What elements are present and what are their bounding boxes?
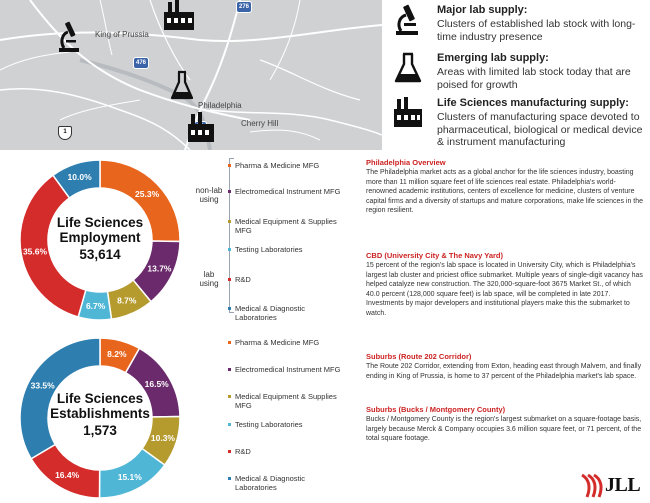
category-dot [228, 164, 231, 167]
category-label: Pharma & Medicine MFG [235, 338, 320, 347]
category-label: Medical Equipment & Supplies MFG [235, 392, 337, 410]
section-text: 15 percent of the region's lab space is located in University City, which is Philadelphia's largest lab cluster and priciest office submarket. Multiple years of single-digit vacancy has helped catalyze new construction. The 320,000-square-foot 3675 Market St., of which 40.0 percent (128,000 square feet) is lab space, will be completed in late 2017. Investments by major developers and institutional players make this the submarket to watch. [366, 262, 643, 317]
jll-logo-mark-icon [579, 473, 603, 499]
highway-shield-icon [133, 57, 149, 69]
category-label: Testing Laboratories [235, 420, 303, 429]
category-label: Medical & Diagnostic Laboratories [235, 474, 306, 492]
segment-data-label: 8.2% [107, 349, 127, 360]
lab-using-label: lab using [199, 270, 219, 288]
category-dot [228, 341, 231, 344]
overview-section [366, 158, 646, 216]
category-dot [228, 278, 231, 281]
category-label: R&D [235, 275, 251, 284]
section-text: The Philadelphia market acts as a global anchor for the life sciences industry, boasting more than 11 million square feet of life sciences real estate. Philadelphia's world-renowned academic institutions, centers of excellence for medicine, clusters of venture capital firms and a diversity of startups and mature corporations, make life sciences in the region resilient. [366, 169, 644, 215]
legend-desc: Areas with limited lab stock today that are poised for growth [437, 66, 631, 91]
category-dot [228, 307, 231, 310]
segment-data-label: 10.0% [67, 172, 92, 183]
section-title: CBD (University City & The Navy Yard) [366, 251, 503, 260]
segment-data-label: 8.7% [117, 295, 137, 306]
segment-data-label: 15.1% [117, 471, 142, 482]
segment-data-label: 16.5% [144, 379, 169, 390]
category-label: Testing Laboratories [235, 245, 303, 254]
jll-logo-text: JLL [605, 474, 641, 496]
segment-data-label: 6.7% [85, 300, 106, 311]
category-label: Pharma & Medicine MFG [235, 161, 320, 170]
segment-data-label: 35.6% [22, 246, 48, 257]
category-label: Medical & Diagnostic Laboratories [235, 304, 306, 322]
route-202-section [366, 352, 646, 381]
donut-total: 53,614 [79, 247, 121, 262]
jll-logo [579, 473, 649, 501]
cbd-section [366, 251, 646, 319]
legend-manufacturing-supply [392, 97, 650, 153]
donut-title: Life Sciences Establishments [50, 391, 150, 421]
category-dot [228, 450, 231, 453]
category-label: Electromedical Instrument MFG [235, 187, 341, 196]
section-text: Bucks / Montgomery County is the region's largest submarket on a square-footage basis, largely because Merck & Company occupies 3.6 million square feet, or 71 percent, of the total square footage. [366, 416, 642, 443]
donut-title: Life Sciences Employment [56, 215, 144, 245]
donut-total: 1,573 [83, 423, 117, 438]
bracket-line [229, 158, 230, 313]
legend-desc: Clusters of established lab stock with long-time industry presence [437, 18, 636, 43]
segment-data-label: 13.7% [147, 263, 172, 274]
category-dot [228, 395, 231, 398]
category-label: Electromedical Instrument MFG [235, 365, 341, 374]
legend-title: Major lab supply: [437, 4, 528, 16]
legend-major-lab-supply [392, 4, 650, 44]
category-dot [228, 220, 231, 223]
segment-data-label: 16.4% [55, 470, 80, 481]
bracket-line [229, 158, 234, 159]
place-philadelphia: Philadelphia [198, 101, 242, 110]
flask-icon [170, 70, 194, 102]
employment-donut-chart [5, 160, 195, 320]
factory-icon [186, 112, 216, 144]
segment-data-label: 33.5% [30, 380, 55, 391]
legend-emerging-lab-supply [392, 52, 650, 92]
shield-label: 276 [238, 4, 249, 10]
establishments-donut-chart [5, 338, 195, 498]
segment-data-label: 10.3% [150, 432, 176, 443]
legend-title: Emerging lab supply: [437, 52, 549, 64]
category-label: Medical Equipment & Supplies MFG [235, 217, 337, 235]
us-route-shield-icon [58, 126, 72, 140]
segment-data-label: 25.3% [135, 188, 160, 199]
category-dot [228, 423, 231, 426]
section-title: Philadelphia Overview [366, 158, 446, 167]
map [0, 0, 382, 150]
category-dot [228, 190, 231, 193]
place-cherry-hill: Cherry Hill [241, 119, 279, 128]
bracket-line [229, 312, 234, 313]
shield-label: 476 [135, 60, 146, 66]
section-text: The Route 202 Corridor, extending from Exton, heading east through Malvern, and finally ending in King of Prussia, is home to 37 percent of the Philadelphia market's lab space. [366, 363, 642, 380]
shield-label: 1 [63, 129, 67, 135]
section-title: Suburbs (Bucks / Montgomery County) [366, 405, 506, 414]
microscope-icon [392, 4, 424, 36]
factory-icon [392, 97, 424, 129]
microscope-icon [56, 20, 82, 54]
category-label: R&D [235, 447, 251, 456]
legend-desc: Clusters of manufacturing space devoted to pharmaceutical, biological or medical device & instrument manufacturing [437, 111, 643, 148]
category-dot [228, 368, 231, 371]
non-lab-using-label: non-lab using [195, 186, 223, 204]
category-dot [228, 248, 231, 251]
bucks-montgomery-section [366, 405, 646, 444]
flask-icon [392, 52, 424, 84]
legend-title: Life Sciences manufacturing supply: [437, 97, 629, 109]
section-title: Suburbs (Route 202 Corridor) [366, 352, 472, 361]
factory-icon [162, 0, 196, 32]
highway-shield-icon [236, 1, 252, 13]
place-king-of-prussia: King of Prussia [95, 30, 149, 39]
category-dot [228, 477, 231, 480]
